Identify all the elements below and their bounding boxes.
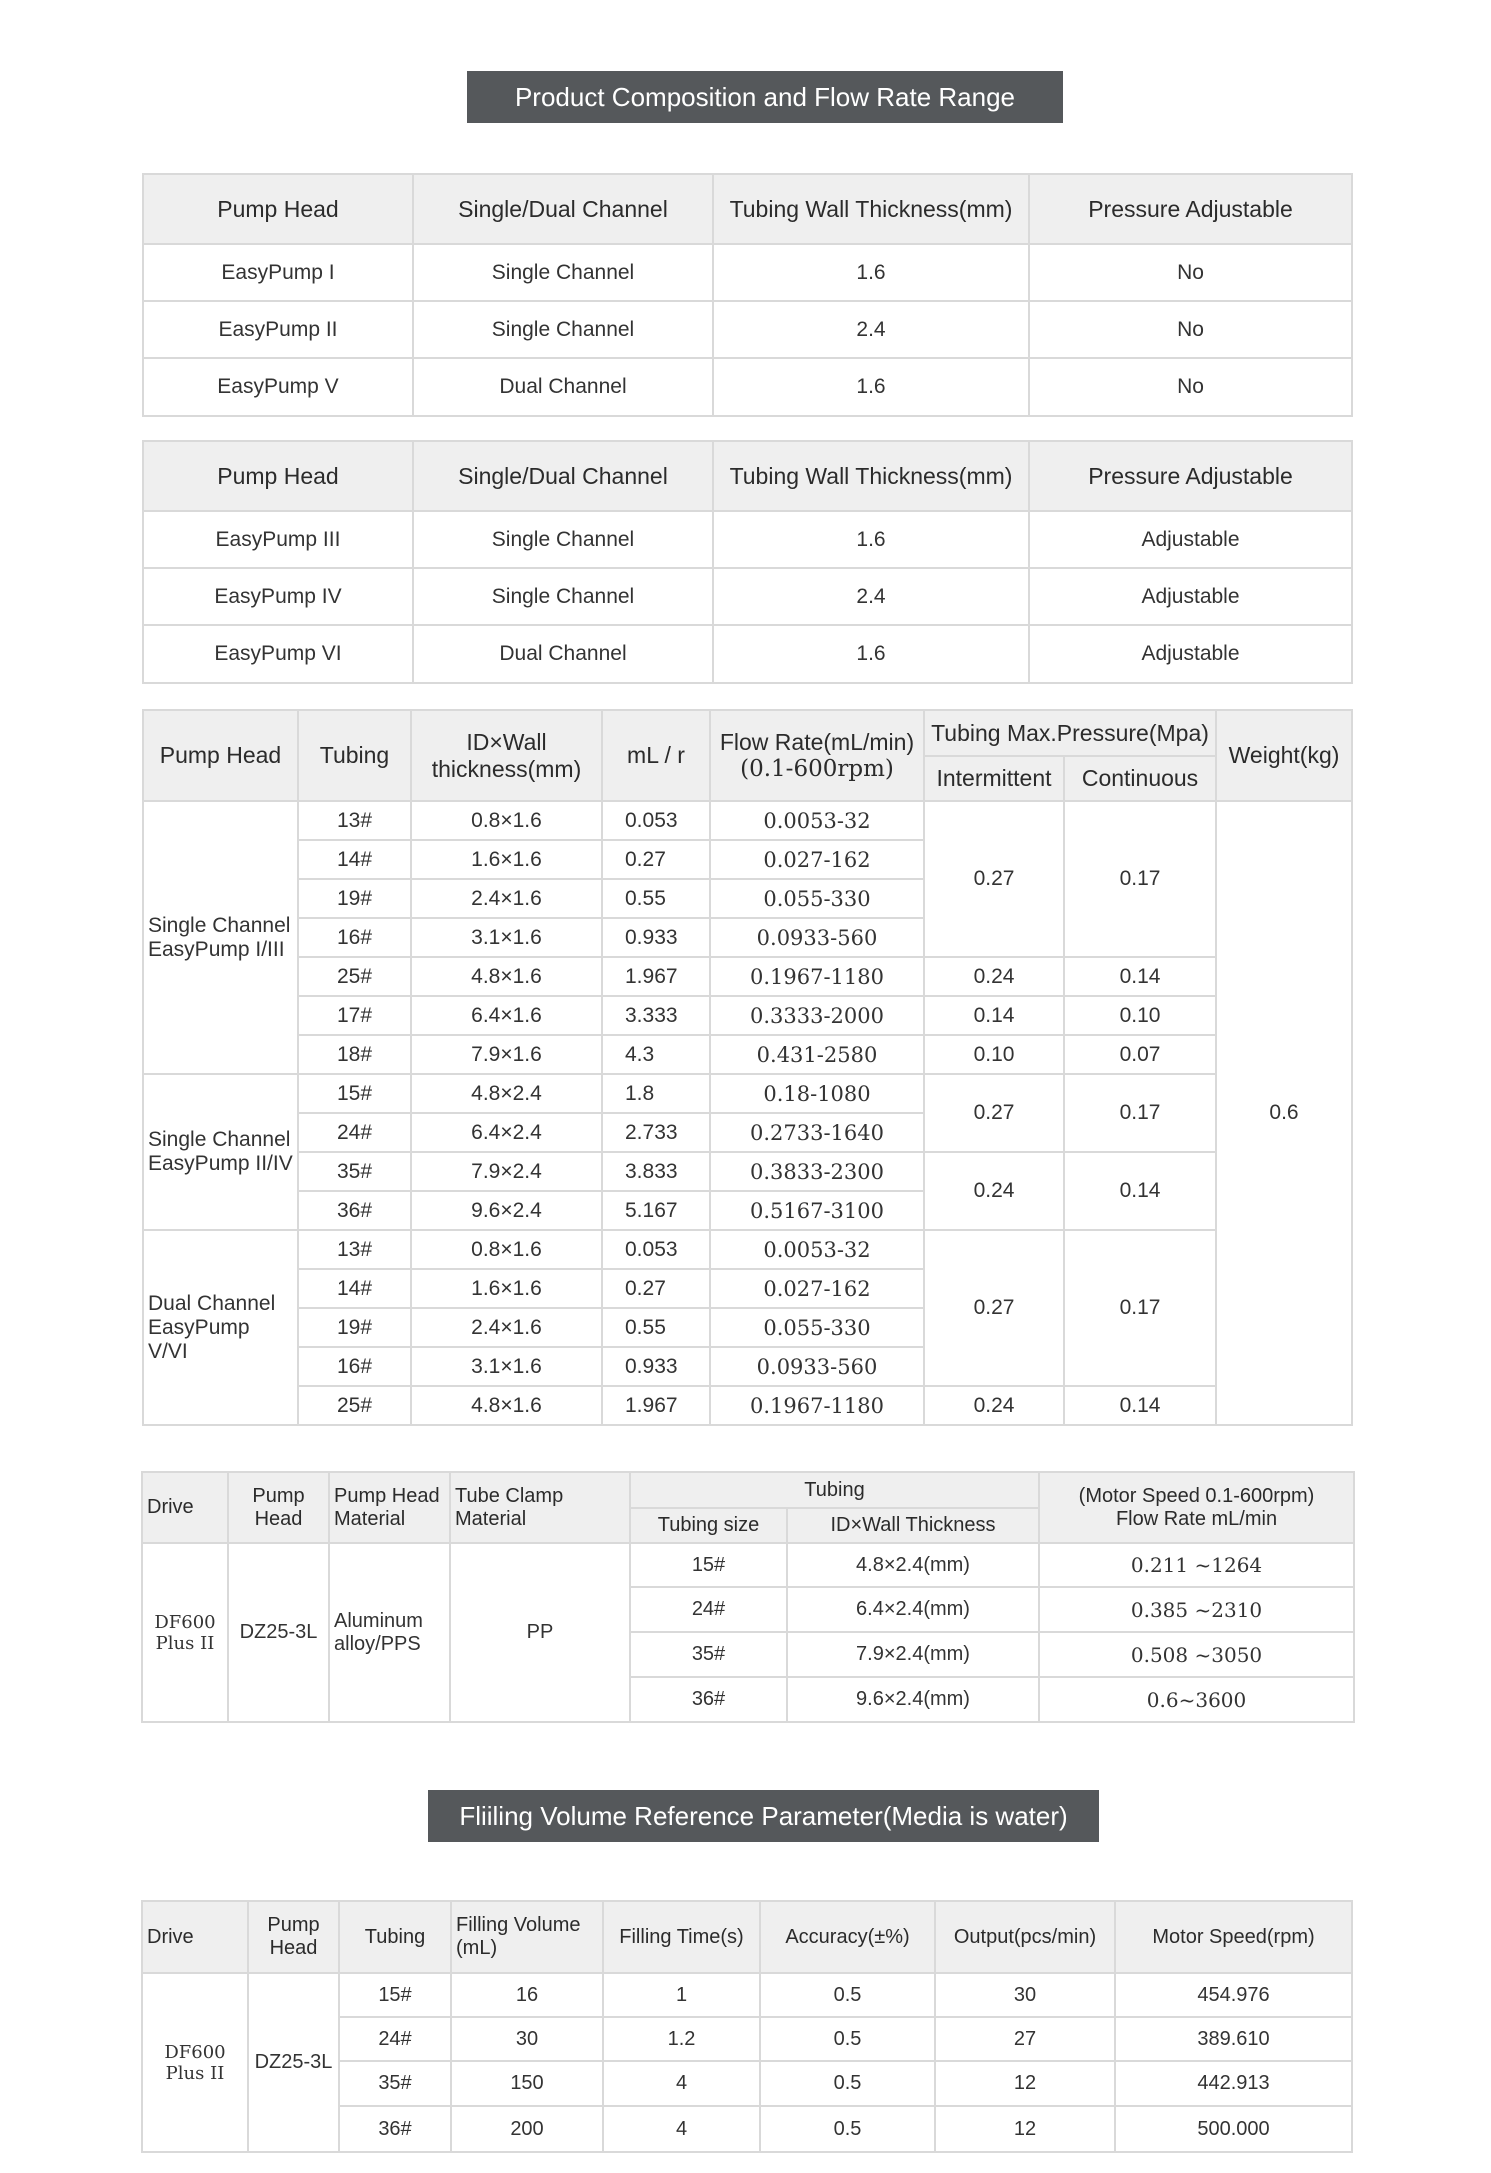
id-wall-cell: 4.8×2.4 bbox=[411, 1074, 602, 1113]
id-wall-cell: 4.8×1.6 bbox=[411, 957, 602, 996]
table-row bbox=[142, 1543, 1354, 1587]
accuracy-cell: 0.5 bbox=[760, 2061, 935, 2106]
filling-volume-table bbox=[141, 1900, 1353, 2153]
intermittent-pressure-cell: 0.24 bbox=[924, 1386, 1064, 1425]
cell: Dual Channel bbox=[413, 358, 713, 416]
tubing-cell: 36# bbox=[339, 2106, 451, 2152]
cell: Adjustable bbox=[1029, 625, 1352, 683]
cell: No bbox=[1029, 301, 1352, 358]
output-cell: 30 bbox=[935, 1973, 1115, 2017]
table-row bbox=[143, 1386, 1352, 1425]
id-wall-cell: 7.9×2.4(mm) bbox=[787, 1632, 1039, 1677]
tubing-size-cell: 15# bbox=[630, 1543, 787, 1587]
table-row bbox=[143, 1074, 1352, 1113]
pump-head-cell: DZ25-3L bbox=[228, 1543, 329, 1722]
weight-cell: 0.6 bbox=[1216, 801, 1352, 1425]
table-row bbox=[143, 1230, 1352, 1269]
cell: No bbox=[1029, 244, 1352, 301]
tubing-cell: 19# bbox=[298, 879, 411, 918]
id-wall-cell: 4.8×2.4(mm) bbox=[787, 1543, 1039, 1587]
table-row bbox=[143, 244, 1352, 301]
tubing-cell: 16# bbox=[298, 1347, 411, 1386]
header-filling-time: Filling Time(s) bbox=[603, 1901, 760, 1973]
id-wall-cell: 4.8×1.6 bbox=[411, 1386, 602, 1425]
header-flow-rate-line1: Flow Rate(mL/min) bbox=[719, 729, 915, 755]
tubing-cell: 16# bbox=[298, 918, 411, 957]
intermittent-pressure-cell: 0.24 bbox=[924, 957, 1064, 996]
cell: Dual Channel bbox=[413, 625, 713, 683]
table-row bbox=[143, 568, 1352, 625]
header-flow-rate bbox=[1039, 1472, 1354, 1543]
continuous-pressure-cell: 0.17 bbox=[1064, 1074, 1216, 1152]
flow-rate-cell: 0.5167-3100 bbox=[710, 1191, 924, 1230]
flow-rate-cell: 0.0933-560 bbox=[710, 1347, 924, 1386]
id-wall-cell: 2.4×1.6 bbox=[411, 1308, 602, 1347]
cell: No bbox=[1029, 358, 1352, 416]
tubing-cell: 13# bbox=[298, 801, 411, 840]
header-pump-head: Pump Head bbox=[143, 441, 413, 511]
tubing-size-cell: 24# bbox=[630, 1587, 787, 1632]
cell: 1.6 bbox=[713, 244, 1029, 301]
filling-time-cell: 1.2 bbox=[603, 2017, 760, 2061]
section-title: Fliiling Volume Reference Parameter(Media is water) bbox=[459, 1800, 1068, 1831]
header-output: Output(pcs/min) bbox=[935, 1901, 1115, 1973]
pump-head-cell: DZ25-3L bbox=[248, 1973, 339, 2152]
ml-per-rev-cell: 1.8 bbox=[602, 1074, 710, 1113]
header-continuous: Continuous bbox=[1064, 756, 1216, 801]
filling-volume-cell: 150 bbox=[451, 2061, 603, 2106]
continuous-pressure-cell: 0.07 bbox=[1064, 1035, 1216, 1074]
header-flow-rate bbox=[710, 710, 924, 801]
tubing-size-cell: 35# bbox=[630, 1632, 787, 1677]
motor-speed-cell: 454.976 bbox=[1115, 1973, 1352, 2017]
flow-rate-cell: 0.0053-32 bbox=[710, 1230, 924, 1269]
ml-per-rev-cell: 0.053 bbox=[602, 801, 710, 840]
section-title-banner bbox=[467, 71, 1063, 123]
table-row bbox=[143, 511, 1352, 568]
flow-rate-cell: 0.027-162 bbox=[710, 840, 924, 879]
output-cell: 12 bbox=[935, 2061, 1115, 2106]
ml-per-rev-cell: 4.3 bbox=[602, 1035, 710, 1074]
flow-rate-cell: 0.1967-1180 bbox=[710, 1386, 924, 1425]
drive-cell: DF600 Plus II bbox=[142, 1973, 248, 2152]
cell: Adjustable bbox=[1029, 568, 1352, 625]
tubing-cell: 18# bbox=[298, 1035, 411, 1074]
flow-rate-cell: 0.027-162 bbox=[710, 1269, 924, 1308]
cell: EasyPump VI bbox=[143, 625, 413, 683]
flow-rate-cell: 0.508 ~3050 bbox=[1039, 1632, 1354, 1677]
tubing-cell: 36# bbox=[298, 1191, 411, 1230]
cell: EasyPump III bbox=[143, 511, 413, 568]
table-row bbox=[143, 957, 1352, 996]
flow-rate-cell: 0.3333-2000 bbox=[710, 996, 924, 1035]
tubing-cell: 25# bbox=[298, 1386, 411, 1425]
id-wall-cell: 0.8×1.6 bbox=[411, 1230, 602, 1269]
intermittent-pressure-cell: 0.10 bbox=[924, 1035, 1064, 1074]
header-pump-head: Pump Head bbox=[248, 1901, 339, 1973]
cell: Adjustable bbox=[1029, 511, 1352, 568]
ml-per-rev-cell: 5.167 bbox=[602, 1191, 710, 1230]
motor-speed-cell: 442.913 bbox=[1115, 2061, 1352, 2106]
intermittent-pressure-cell: 0.14 bbox=[924, 996, 1064, 1035]
cell: EasyPump V bbox=[143, 358, 413, 416]
filling-volume-cell: 16 bbox=[451, 1973, 603, 2017]
flow-rate-cell: 0.3833-2300 bbox=[710, 1152, 924, 1191]
filling-time-cell: 1 bbox=[603, 1973, 760, 2017]
output-cell: 12 bbox=[935, 2106, 1115, 2152]
table-row bbox=[143, 301, 1352, 358]
tube-clamp-material-cell: PP bbox=[450, 1543, 630, 1722]
header-pump-head-material: Pump Head Material bbox=[329, 1472, 450, 1543]
id-wall-cell: 1.6×1.6 bbox=[411, 1269, 602, 1308]
header-pump-head: Pump Head bbox=[143, 174, 413, 244]
tubing-cell: 15# bbox=[339, 1973, 451, 2017]
filling-volume-cell: 200 bbox=[451, 2106, 603, 2152]
table-row bbox=[142, 1973, 1352, 2017]
table-row bbox=[143, 1035, 1352, 1074]
header-drive: Drive bbox=[142, 1901, 248, 1973]
continuous-pressure-cell: 0.17 bbox=[1064, 801, 1216, 957]
id-wall-cell: 9.6×2.4(mm) bbox=[787, 1677, 1039, 1722]
flow-rate-cell: 0.18-1080 bbox=[710, 1074, 924, 1113]
ml-per-rev-cell: 0.933 bbox=[602, 1347, 710, 1386]
header-channel: Single/Dual Channel bbox=[413, 174, 713, 244]
flow-rate-cell: 0.1967-1180 bbox=[710, 957, 924, 996]
continuous-pressure-cell: 0.17 bbox=[1064, 1230, 1216, 1386]
cell: Single Channel bbox=[413, 511, 713, 568]
intermittent-pressure-cell: 0.24 bbox=[924, 1152, 1064, 1230]
continuous-pressure-cell: 0.14 bbox=[1064, 1152, 1216, 1230]
header-weight: Weight(kg) bbox=[1216, 710, 1352, 801]
pump-head-table-non-adjustable bbox=[142, 173, 1353, 417]
id-wall-cell: 9.6×2.4 bbox=[411, 1191, 602, 1230]
ml-per-rev-cell: 0.933 bbox=[602, 918, 710, 957]
accuracy-cell: 0.5 bbox=[760, 2106, 935, 2152]
drive-flow-table bbox=[141, 1471, 1355, 1723]
header-accuracy: Accuracy(±%) bbox=[760, 1901, 935, 1973]
tubing-cell: 24# bbox=[298, 1113, 411, 1152]
cell: Single Channel bbox=[413, 568, 713, 625]
header-tubing-size: Tubing size bbox=[630, 1508, 787, 1543]
ml-per-rev-cell: 3.333 bbox=[602, 996, 710, 1035]
pump-group-cell: Single Channel EasyPump II/IV bbox=[143, 1074, 298, 1230]
tubing-cell: 14# bbox=[298, 840, 411, 879]
section-title: Product Composition and Flow Rate Range bbox=[514, 81, 1016, 112]
table-row bbox=[143, 358, 1352, 416]
pump-head-material-cell: Aluminum alloy/PPS bbox=[329, 1543, 450, 1722]
table-row bbox=[143, 801, 1352, 840]
flow-rate-cell: 0.0933-560 bbox=[710, 918, 924, 957]
flow-rate-cell: 0.385 ~2310 bbox=[1039, 1587, 1354, 1632]
section-title-banner bbox=[428, 1790, 1099, 1842]
id-wall-cell: 2.4×1.6 bbox=[411, 879, 602, 918]
id-wall-cell: 1.6×1.6 bbox=[411, 840, 602, 879]
table-row bbox=[143, 996, 1352, 1035]
continuous-pressure-cell: 0.14 bbox=[1064, 1386, 1216, 1425]
tubing-cell: 35# bbox=[298, 1152, 411, 1191]
header-motor-speed: (Motor Speed 0.1-600rpm) bbox=[1078, 1484, 1315, 1507]
drive-cell: DF600 Plus II bbox=[142, 1543, 228, 1722]
header-pump-head: Pump Head bbox=[143, 710, 298, 801]
motor-speed-cell: 389.610 bbox=[1115, 2017, 1352, 2061]
table-row bbox=[143, 625, 1352, 683]
flow-rate-cell: 0.055-330 bbox=[710, 1308, 924, 1347]
ml-per-rev-cell: 1.967 bbox=[602, 1386, 710, 1425]
accuracy-cell: 0.5 bbox=[760, 2017, 935, 2061]
pump-group-cell: Single Channel EasyPump I/III bbox=[143, 801, 298, 1074]
motor-speed-cell: 500.000 bbox=[1115, 2106, 1352, 2152]
ml-per-rev-cell: 3.833 bbox=[602, 1152, 710, 1191]
filling-time-cell: 4 bbox=[603, 2106, 760, 2152]
header-pump-head: Pump Head bbox=[228, 1472, 329, 1543]
cell: 2.4 bbox=[713, 568, 1029, 625]
header-motor-speed: Motor Speed(rpm) bbox=[1115, 1901, 1352, 1973]
ml-per-rev-cell: 0.55 bbox=[602, 1308, 710, 1347]
tubing-cell: 19# bbox=[298, 1308, 411, 1347]
intermittent-pressure-cell: 0.27 bbox=[924, 1074, 1064, 1152]
cell: EasyPump IV bbox=[143, 568, 413, 625]
header-pressure-adjustable: Pressure Adjustable bbox=[1029, 441, 1352, 511]
flow-rate-table bbox=[142, 709, 1353, 1426]
cell: 2.4 bbox=[713, 301, 1029, 358]
flow-rate-cell: 0.211 ~1264 bbox=[1039, 1543, 1354, 1587]
header-wall-thickness: Tubing Wall Thickness(mm) bbox=[713, 441, 1029, 511]
header-tubing: Tubing bbox=[630, 1472, 1039, 1508]
tubing-cell: 24# bbox=[339, 2017, 451, 2061]
cell: 1.6 bbox=[713, 358, 1029, 416]
ml-per-rev-cell: 0.27 bbox=[602, 840, 710, 879]
filling-time-cell: 4 bbox=[603, 2061, 760, 2106]
id-wall-cell: 3.1×1.6 bbox=[411, 918, 602, 957]
id-wall-cell: 7.9×1.6 bbox=[411, 1035, 602, 1074]
header-tube-clamp-material: Tube Clamp Material bbox=[450, 1472, 630, 1543]
flow-rate-cell: 0.6~3600 bbox=[1039, 1677, 1354, 1722]
intermittent-pressure-cell: 0.27 bbox=[924, 801, 1064, 957]
tubing-cell: 13# bbox=[298, 1230, 411, 1269]
header-channel: Single/Dual Channel bbox=[413, 441, 713, 511]
tubing-cell: 14# bbox=[298, 1269, 411, 1308]
flow-rate-cell: 0.0053-32 bbox=[710, 801, 924, 840]
header-drive: Drive bbox=[142, 1472, 228, 1543]
pump-group-cell: Dual Channel EasyPump V/VI bbox=[143, 1230, 298, 1425]
cell: Single Channel bbox=[413, 244, 713, 301]
header-wall-thickness: Tubing Wall Thickness(mm) bbox=[713, 174, 1029, 244]
cell: 1.6 bbox=[713, 511, 1029, 568]
header-tubing: Tubing bbox=[339, 1901, 451, 1973]
tubing-cell: 17# bbox=[298, 996, 411, 1035]
header-id-wall: ID×Wall thickness(mm) bbox=[411, 710, 602, 801]
flow-rate-cell: 0.2733-1640 bbox=[710, 1113, 924, 1152]
cell: EasyPump II bbox=[143, 301, 413, 358]
accuracy-cell: 0.5 bbox=[760, 1973, 935, 2017]
id-wall-cell: 6.4×1.6 bbox=[411, 996, 602, 1035]
tubing-cell: 15# bbox=[298, 1074, 411, 1113]
header-flow-rate-line2: (0.1-600rpm) bbox=[740, 756, 894, 782]
ml-per-rev-cell: 0.053 bbox=[602, 1230, 710, 1269]
intermittent-pressure-cell: 0.27 bbox=[924, 1230, 1064, 1386]
header-flow-rate-unit: Flow Rate mL/min bbox=[1115, 1507, 1278, 1530]
ml-per-rev-cell: 1.967 bbox=[602, 957, 710, 996]
id-wall-cell: 6.4×2.4 bbox=[411, 1113, 602, 1152]
output-cell: 27 bbox=[935, 2017, 1115, 2061]
cell: EasyPump I bbox=[143, 244, 413, 301]
cell: 1.6 bbox=[713, 625, 1029, 683]
id-wall-cell: 7.9×2.4 bbox=[411, 1152, 602, 1191]
header-max-pressure: Tubing Max.Pressure(Mpa) bbox=[924, 710, 1216, 756]
tubing-size-cell: 36# bbox=[630, 1677, 787, 1722]
ml-per-rev-cell: 2.733 bbox=[602, 1113, 710, 1152]
id-wall-cell: 6.4×2.4(mm) bbox=[787, 1587, 1039, 1632]
flow-rate-cell: 0.431-2580 bbox=[710, 1035, 924, 1074]
header-tubing: Tubing bbox=[298, 710, 411, 801]
header-id-wall: ID×Wall Thickness bbox=[787, 1508, 1039, 1543]
filling-volume-cell: 30 bbox=[451, 2017, 603, 2061]
ml-per-rev-cell: 0.27 bbox=[602, 1269, 710, 1308]
continuous-pressure-cell: 0.14 bbox=[1064, 957, 1216, 996]
table-row bbox=[143, 1152, 1352, 1191]
tubing-cell: 35# bbox=[339, 2061, 451, 2106]
ml-per-rev-cell: 0.55 bbox=[602, 879, 710, 918]
header-ml-per-rev: mL / r bbox=[602, 710, 710, 801]
pump-head-table-adjustable bbox=[142, 440, 1353, 684]
id-wall-cell: 3.1×1.6 bbox=[411, 1347, 602, 1386]
flow-rate-cell: 0.055-330 bbox=[710, 879, 924, 918]
header-intermittent: Intermittent bbox=[924, 756, 1064, 801]
id-wall-cell: 0.8×1.6 bbox=[411, 801, 602, 840]
cell: Single Channel bbox=[413, 301, 713, 358]
header-filling-volume: Filling Volume (mL) bbox=[451, 1901, 603, 1973]
tubing-cell: 25# bbox=[298, 957, 411, 996]
continuous-pressure-cell: 0.10 bbox=[1064, 996, 1216, 1035]
header-pressure-adjustable: Pressure Adjustable bbox=[1029, 174, 1352, 244]
